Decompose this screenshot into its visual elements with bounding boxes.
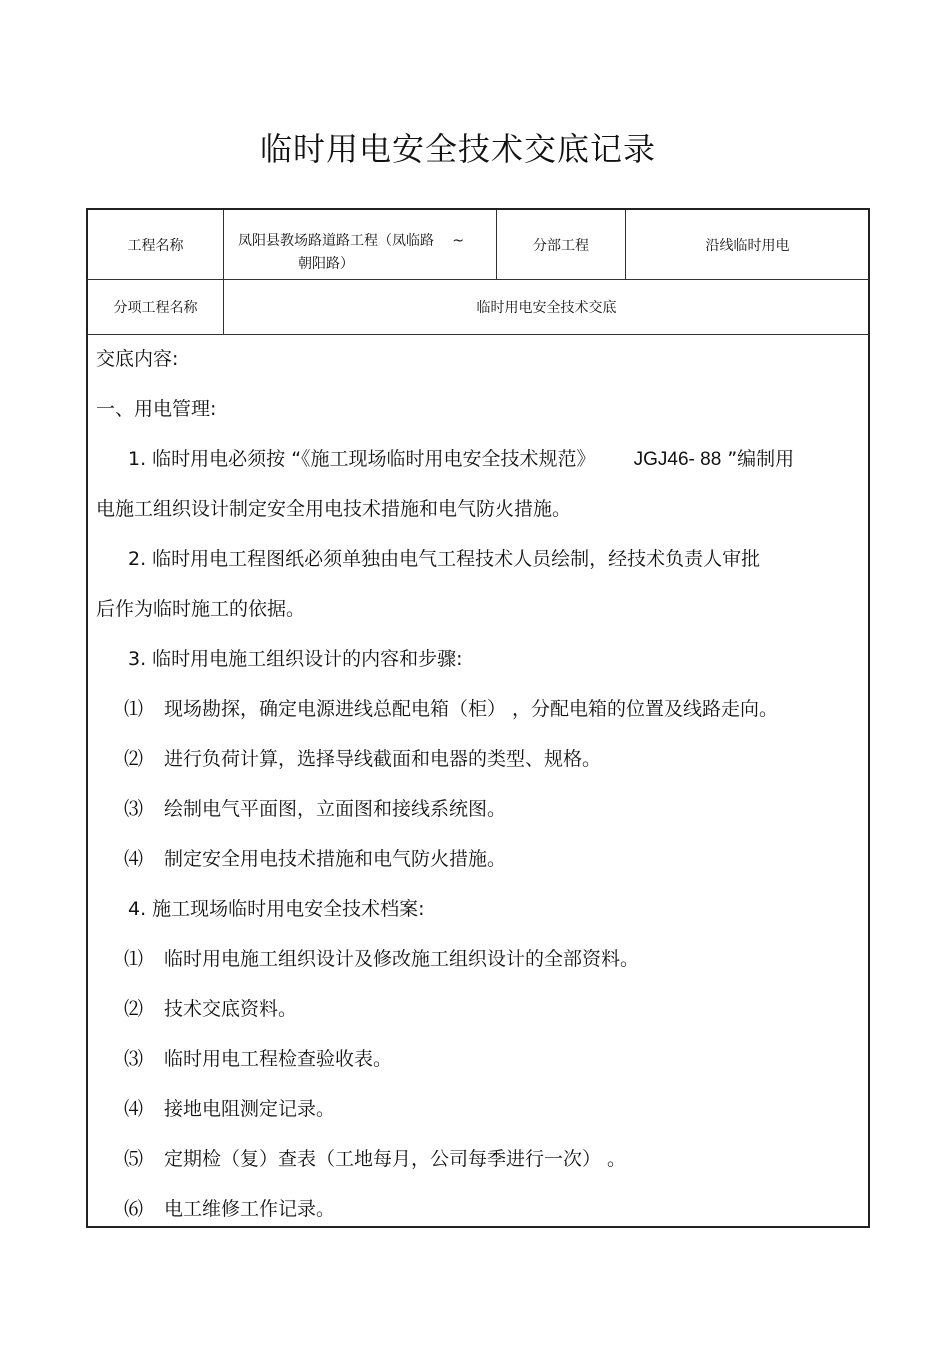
subitem-label: 分项工程名称	[113, 300, 198, 316]
list-item-number: ⑵	[124, 748, 144, 770]
list-item-text: 技术交底资料。	[164, 998, 298, 1020]
list-item-text: 现场勘探，确定电源进线总配电箱（柜） ，分配电箱的位置及线路走向。	[164, 698, 779, 720]
project-name-line1: 凤阳县教场路道路工程（凤临路	[238, 233, 434, 249]
subitem-value: 临时用电安全技术交底	[476, 300, 617, 316]
division-value: 沿线临时用电	[705, 237, 790, 254]
list-item	[124, 1197, 335, 1221]
list-item	[124, 847, 506, 871]
list-item-text: 进行负荷计算，选择导线截面和电器的类型、规格。	[164, 748, 602, 770]
list-item	[124, 747, 601, 771]
paragraph-1-line1	[128, 447, 794, 472]
list-item-text: 接地电阻测定记录。	[164, 1098, 336, 1120]
list-item	[124, 997, 297, 1021]
list-item-text: 电工维修工作记录。	[164, 1198, 336, 1220]
list-item	[124, 947, 639, 971]
list-item-text: 临时用电施工组织设计及修改施工组织设计的全部资料。	[164, 948, 640, 970]
list-item-text: 临时用电工程检查验收表。	[164, 1048, 393, 1070]
project-name-label: 工程名称	[127, 237, 184, 254]
list-item-number: ⑴	[124, 698, 144, 720]
paragraph-1-text-b: ”编制用	[727, 448, 795, 470]
list-item	[124, 797, 506, 821]
list-item	[124, 1097, 335, 1121]
list-item-number: ⑵	[124, 998, 144, 1020]
list-item	[124, 1147, 626, 1171]
content-heading: 交底内容:	[96, 348, 179, 370]
division-label: 分部工程	[533, 237, 589, 254]
paragraph-4: 4. 施工现场临时用电安全技术档案:	[128, 898, 425, 920]
list-item-text: 绘制电气平面图，立面图和接线系统图。	[164, 798, 507, 820]
list-item	[124, 1047, 392, 1071]
list-item-number: ⑷	[124, 848, 144, 870]
list-item-number: ⑸	[124, 1148, 144, 1170]
paragraph-2-line2: 后作为临时施工的依据。	[96, 598, 306, 620]
list-item-number: ⑶	[124, 798, 144, 820]
section-heading: 一、用电管理:	[96, 398, 217, 420]
list-item-text: 制定安全用电技术措施和电气防火措施。	[164, 848, 507, 870]
row-divider-2	[87, 334, 869, 335]
paragraph-1-code: JGJ46- 88	[633, 449, 722, 470]
list-item-number: ⑷	[124, 1098, 144, 1120]
paragraph-1-line2: 电施工组织设计制定安全用电技术措施和电气防火措施。	[96, 498, 572, 520]
list-item-number: ⑶	[124, 1048, 144, 1070]
page-title: 临时用电安全技术交底记录	[259, 130, 656, 168]
list-item-number: ⑴	[124, 948, 144, 970]
project-name-line2: 朝阳路）	[298, 256, 354, 272]
list-item-number: ⑹	[124, 1198, 144, 1220]
project-name-value	[238, 230, 464, 276]
paragraph-3: 3. 临时用电施工组织设计的内容和步骤:	[128, 648, 463, 670]
project-name-tilde: ~	[452, 233, 464, 249]
paragraph-2-line1: 2. 临时用电工程图纸必须单独由电气工程技术人员绘制，经技术负责人审批	[128, 548, 761, 570]
list-item	[124, 697, 778, 721]
paragraph-1-text-a: 1. 临时用电必须按 “《施工现场临时用电安全技术规范》	[128, 448, 596, 470]
list-item-text: 定期检（复）查表（工地每月，公司每季进行一次） 。	[164, 1148, 627, 1170]
